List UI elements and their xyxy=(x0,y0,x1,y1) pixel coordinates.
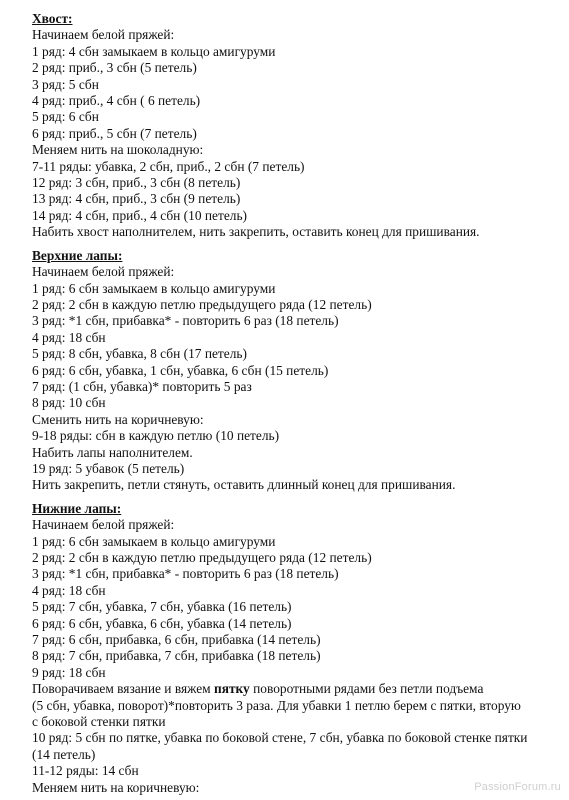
heel-keyword: пятку xyxy=(213,681,250,697)
instruction-line: 1 ряд: 6 сбн замыкаем в кольцо амигуруми xyxy=(32,533,276,549)
instruction-line: с боковой стенки пятки xyxy=(32,714,166,730)
instruction-line: 1 ряд: 4 сбн замыкаем в кольцо амигуруми xyxy=(32,43,276,59)
document-page xyxy=(32,11,552,796)
section-heading: Нижние лапы: xyxy=(32,500,122,516)
heel-text-before: Поворачиваем вязание и вяжем xyxy=(32,681,214,697)
section-tail xyxy=(32,11,552,241)
instruction-line: 3 ряд: *1 сбн, прибавка* - повторить 6 раз (18 петель) xyxy=(32,313,339,329)
instruction-line: 4 ряд: 18 сбн xyxy=(32,329,106,345)
instruction-line: 1 ряд: 6 сбн замыкаем в кольцо амигуруми xyxy=(32,280,276,296)
instruction-line: 7 ряд: 6 сбн, прибавка, 6 сбн, прибавка (14 петель) xyxy=(32,632,321,648)
instruction-line: 2 ряд: 2 сбн в каждую петлю предыдущего ряда (12 петель) xyxy=(32,296,372,312)
instruction-line: (14 петель) xyxy=(32,746,96,762)
instruction-line: 3 ряд: *1 сбн, прибавка* - повторить 6 раз (18 петель) xyxy=(32,566,339,582)
instruction-line: 6 ряд: 6 сбн, убавка, 6 сбн, убавка (14 петель) xyxy=(32,615,292,631)
section-lower-paws xyxy=(32,501,552,796)
instruction-line: 10 ряд: 5 сбн по пятке, убавка по боковой стене, 7 сбн, убавка по боковой стенке пятки xyxy=(32,730,528,746)
instruction-line: 6 ряд: 6 сбн, убавка, 1 сбн, убавка, 6 сбн (15 петель) xyxy=(32,362,329,378)
heel-instruction-line xyxy=(32,681,552,697)
site-watermark: PassionForum.ru xyxy=(474,780,561,793)
instruction-list xyxy=(32,517,552,796)
instruction-line: 11-12 ряды: 14 сбн xyxy=(32,763,139,779)
instruction-line: Набить лапы наполнителем. xyxy=(32,444,193,460)
instruction-line: 5 ряд: 8 сбн, убавка, 8 сбн (17 петель) xyxy=(32,346,247,362)
instruction-line: 5 ряд: 6 сбн xyxy=(32,109,99,125)
instruction-line: 8 ряд: 10 сбн xyxy=(32,395,106,411)
instruction-line: 9-18 ряды: сбн в каждую петлю (10 петель) xyxy=(32,428,280,444)
instruction-list xyxy=(32,264,552,494)
instruction-line: Начинаем белой пряжей: xyxy=(32,517,175,533)
instruction-line: 2 ряд: 2 сбн в каждую петлю предыдущего ряда (12 петель) xyxy=(32,550,372,565)
instruction-line: 19 ряд: 5 убавок (5 петель) xyxy=(32,460,185,476)
section-heading: Верхние лапы: xyxy=(32,247,123,263)
instruction-line: Меняем нить на коричневую: xyxy=(32,779,200,795)
instruction-line: 9 ряд: 18 сбн xyxy=(32,664,106,680)
instruction-line: Начинаем белой пряжей: xyxy=(32,27,175,43)
instruction-list xyxy=(32,27,552,240)
instruction-line: 13 ряд: 4 сбн, приб., 3 сбн (9 петель) xyxy=(32,191,241,207)
instruction-line: 6 ряд: приб., 5 сбн (7 петель) xyxy=(32,125,197,141)
instruction-line: Набить хвост наполнителем, нить закрепить, оставить конец для пришивания. xyxy=(32,224,480,240)
instruction-line: 12 ряд: 3 сбн, приб., 3 сбн (8 петель) xyxy=(32,175,241,191)
instruction-line: 14 ряд: 4 сбн, приб., 4 сбн (10 петель) xyxy=(32,207,248,223)
instruction-line: 7 ряд: (1 сбн, убавка)* повторить 5 раз xyxy=(32,378,252,394)
instruction-line: Меняем нить на шоколадную: xyxy=(32,142,204,158)
instruction-line: 4 ряд: 18 сбн xyxy=(32,582,106,598)
instruction-line: 4 ряд: приб., 4 сбн ( 6 петель) xyxy=(32,93,201,109)
instruction-line: 2 ряд: приб., 3 сбн (5 петель) xyxy=(32,60,197,76)
instruction-line: 3 ряд: 5 сбн xyxy=(32,76,99,92)
instruction-line: Сменить нить на коричневую: xyxy=(32,411,204,427)
instruction-line: 5 ряд: 7 сбн, убавка, 7 сбн, убавка (16 петель) xyxy=(32,599,292,615)
instruction-line: (5 сбн, убавка, поворот)*повторить 3 раза. Для убавки 1 петлю берем с пятки, вторую xyxy=(32,697,521,713)
section-heading: Хвост: xyxy=(32,11,73,26)
instruction-line: 8 ряд: 7 сбн, прибавка, 7 сбн, прибавка (18 петель) xyxy=(32,648,321,664)
instruction-line: Начинаем белой пряжей: xyxy=(32,264,175,280)
heel-text-after: поворотными рядами без петли подъема xyxy=(249,681,484,697)
instruction-line: Нить закрепить, петли стянуть, оставить длинный конец для пришивания. xyxy=(32,477,456,493)
section-upper-paws xyxy=(32,248,552,494)
instruction-line: 7-11 ряды: убавка, 2 сбн, приб., 2 сбн (7 петель) xyxy=(32,158,305,174)
